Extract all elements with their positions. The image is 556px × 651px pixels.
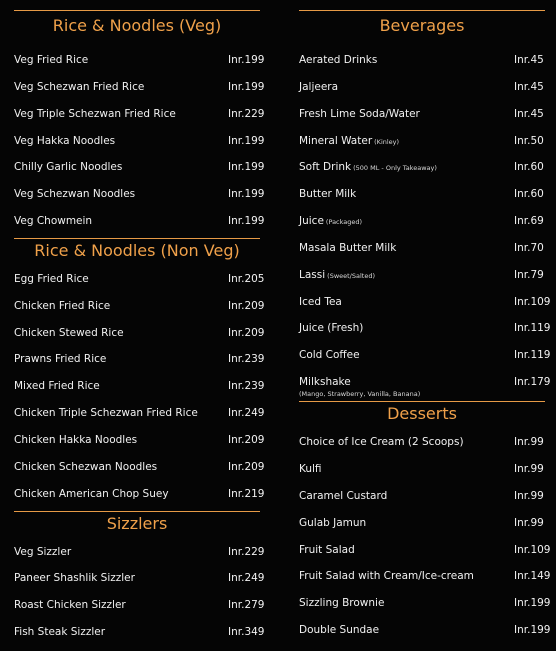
item-name: Roast Chicken Sizzler [14, 599, 126, 612]
menu-list-desserts [299, 432, 551, 647]
item-name: Prawns Fried Rice [14, 353, 107, 366]
item-name: Fresh Lime Soda/Water [299, 107, 420, 120]
section-title-nonveg-rice-noodles [14, 238, 260, 260]
item-price: Inr.239 [228, 353, 265, 366]
menu-item [299, 372, 551, 401]
item-subnote: (Mango, Strawberry, Vanilla, Banana) [299, 390, 421, 399]
item-name: Fruit Salad with Cream/Ice-cream [299, 570, 474, 583]
menu-item [299, 50, 545, 77]
item-price: Inr.70 [514, 241, 544, 254]
item-price: Inr.199 [228, 161, 265, 174]
item-price: Inr.99 [514, 436, 544, 449]
section-divider [299, 10, 545, 11]
item-name: Veg Schezwan Fried Rice [14, 80, 145, 93]
menu-item [299, 540, 551, 567]
item-price: Inr.209 [228, 326, 265, 339]
menu-item [299, 620, 551, 647]
item-name-with-note [299, 161, 437, 173]
menu-item [14, 595, 265, 622]
item-name: Veg Chowmein [14, 215, 93, 228]
section-title-text: Sizzlers [106, 513, 168, 533]
section-title-sizzlers [14, 511, 260, 533]
item-price: Inr.199 [228, 215, 265, 228]
menu-item [299, 566, 551, 593]
item-price: Inr.199 [228, 80, 265, 93]
menu-item [299, 77, 545, 104]
item-price: Inr.279 [228, 599, 265, 612]
menu-item [14, 622, 265, 649]
item-name-with-note [299, 269, 375, 281]
item-note: (Sweet/Salted) [327, 271, 375, 280]
item-price: Inr.219 [228, 487, 265, 500]
item-name: Gulab Jamun [299, 516, 367, 529]
item-name: Masala Butter Milk [299, 241, 397, 254]
item-name: Veg Schezwan Noodles [14, 188, 136, 201]
item-price: Inr.179 [514, 376, 551, 389]
section-title-text: Beverages [379, 16, 465, 35]
item-name: Kulfi [299, 462, 322, 475]
item-name: Cold Coffee [299, 349, 360, 362]
item-price: Inr.109 [514, 295, 551, 308]
item-name: Juice [299, 215, 324, 228]
item-name: Veg Sizzler [14, 545, 72, 558]
item-price: Inr.60 [514, 188, 544, 201]
menu-item [14, 296, 265, 323]
item-name: Aerated Drinks [299, 54, 378, 66]
item-price: Inr.45 [514, 80, 544, 93]
menu-item [14, 376, 265, 403]
menu-item [299, 157, 545, 184]
menu-list-veg-rice-noodles [14, 50, 265, 238]
item-price: Inr.119 [514, 349, 551, 362]
menu-item [299, 513, 545, 540]
item-name: Chicken Schezwan Noodles [14, 460, 158, 473]
menu-item [299, 211, 545, 238]
item-name: Paneer Shashlik Sizzler [14, 572, 135, 585]
menu-item [299, 104, 545, 131]
item-name: Chilly Garlic Noodles [14, 161, 123, 174]
item-name: Jaljeera [299, 80, 339, 93]
item-name: Butter Milk [299, 188, 357, 201]
section-divider [14, 238, 260, 239]
item-price: Inr.45 [514, 107, 544, 120]
item-name: Mixed Fried Rice [14, 380, 100, 393]
menu-column-right [299, 0, 551, 647]
menu-item [299, 238, 545, 265]
item-name: Egg Fried Rice [14, 272, 89, 285]
item-name: Chicken Triple Schezwan Fried Rice [14, 407, 198, 420]
menu-item [299, 345, 551, 372]
item-name: Lassi [299, 268, 326, 281]
item-price: Inr.99 [514, 462, 544, 475]
item-price: Inr.249 [228, 572, 265, 585]
section-title-beverages [299, 10, 545, 35]
item-price: Inr.249 [228, 407, 265, 420]
item-name-with-note [299, 135, 399, 147]
item-price: Inr.199 [514, 597, 551, 610]
item-price: Inr.199 [228, 188, 265, 201]
menu-item [14, 484, 265, 511]
item-price: Inr.349 [228, 626, 265, 639]
menu-list-nonveg-rice-noodles [14, 269, 265, 511]
section-divider [14, 10, 260, 11]
menu-item [14, 323, 265, 350]
menu-item [299, 184, 545, 211]
item-price: Inr.199 [514, 624, 551, 637]
item-name: Iced Tea [299, 295, 342, 308]
item-name: Milkshake [299, 376, 351, 389]
item-name: Fish Steak Sizzler [14, 626, 106, 639]
item-name: Veg Fried Rice [14, 54, 89, 66]
menu-list-sizzlers [14, 542, 265, 649]
item-name: Sizzling Brownie [299, 597, 385, 610]
item-price: Inr.50 [514, 134, 544, 147]
item-price: Inr.60 [514, 161, 544, 174]
item-name: Soft Drink [299, 161, 352, 174]
section-title-text: Rice & Noodles (Veg) [52, 16, 222, 35]
menu-item [299, 593, 551, 620]
menu-item [14, 349, 265, 376]
menu-item [299, 432, 545, 459]
item-name-with-note [299, 215, 362, 227]
item-name: Chicken Fried Rice [14, 299, 111, 312]
section-divider [299, 401, 545, 402]
item-name: Veg Hakka Noodles [14, 134, 116, 147]
item-name: Double Sundae [299, 624, 380, 637]
menu-item [14, 457, 265, 484]
item-note: (500 ML - Only Takeaway) [353, 164, 437, 173]
menu-item [299, 131, 545, 158]
menu-item [14, 157, 265, 184]
item-name: Chicken Stewed Rice [14, 326, 124, 339]
item-price: Inr.239 [228, 380, 265, 393]
item-name: Mineral Water [299, 134, 373, 147]
menu-item [14, 568, 265, 595]
menu-item [14, 131, 265, 158]
section-divider [14, 511, 260, 512]
item-name: Choice of Ice Cream (2 Scoops) [299, 436, 464, 449]
menu-item [14, 211, 265, 238]
item-note: (Packaged) [325, 218, 363, 227]
item-name: Chicken Hakka Noodles [14, 433, 138, 446]
menu-item [14, 542, 265, 569]
item-price: Inr.45 [514, 54, 544, 66]
item-name: Juice (Fresh) [299, 322, 364, 335]
item-price: Inr.109 [514, 543, 551, 556]
item-price: Inr.209 [228, 433, 265, 446]
item-price: Inr.209 [228, 299, 265, 312]
item-price: Inr.99 [514, 516, 544, 529]
menu-item [14, 184, 265, 211]
item-price: Inr.69 [514, 215, 544, 228]
menu-item [299, 459, 545, 486]
menu-item [14, 50, 265, 77]
item-price: Inr.229 [228, 107, 265, 120]
item-name: Chicken American Chop Suey [14, 487, 169, 500]
item-price: Inr.199 [228, 134, 265, 147]
menu-item [14, 104, 265, 131]
menu-item [14, 403, 265, 430]
menu-list-beverages [299, 50, 551, 401]
menu-item [14, 269, 265, 296]
item-price: Inr.99 [514, 489, 544, 502]
menu-item [14, 430, 265, 457]
item-price: Inr.209 [228, 460, 265, 473]
item-price: Inr.149 [514, 570, 551, 583]
item-price: Inr.119 [514, 322, 551, 335]
item-note: (Kinley) [374, 137, 400, 146]
section-title-text: Rice & Noodles (Non Veg) [34, 240, 240, 260]
section-title-text: Desserts [387, 404, 457, 424]
menu-column-left [14, 0, 265, 649]
menu-item [299, 265, 545, 292]
menu-item [299, 292, 551, 319]
section-title-desserts [299, 401, 545, 423]
menu-item [14, 77, 265, 104]
item-name: Fruit Salad [299, 543, 355, 556]
menu-item [299, 486, 545, 513]
menu-item [299, 318, 551, 345]
item-price: Inr.205 [228, 272, 265, 285]
item-price: Inr.229 [228, 545, 265, 558]
section-title-veg-rice-noodles [14, 10, 260, 35]
item-price: Inr.199 [228, 54, 265, 66]
item-price: Inr.79 [514, 268, 544, 281]
item-name-with-subnote [299, 376, 420, 398]
item-name: Caramel Custard [299, 489, 388, 502]
item-name: Veg Triple Schezwan Fried Rice [14, 107, 176, 120]
